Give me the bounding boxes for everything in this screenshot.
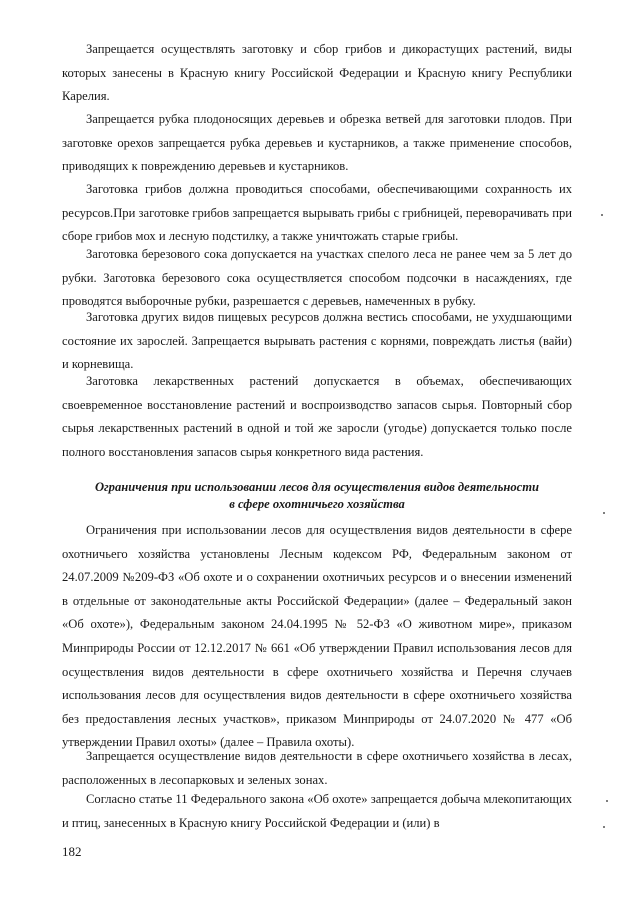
- section-heading-line-1: Ограничения при использовании лесов для осуществления видов деятельности: [94, 480, 540, 494]
- paragraph-medicinal-plants: Заготовка лекарственных растений допускается в объемах, обеспечивающих своевременное восстановление растений и воспроизводство запасов сырья. Повторный сбор сырья лекарственных растений в одной и той же заросли (угодье) допускается только после полного восстановления запасов сырья конкретного вида растения.: [62, 374, 572, 459]
- page-number: 182: [62, 844, 82, 859]
- paragraph-birch-sap: Заготовка березового сока допускается на участках спелого леса не ранее чем за 5 лет до рубки. Заготовка березового сока осуществляется способом подсочки в насаждениях, где проводятся выборочные рубки, разрешается с деревьев, намеченных в рубку.: [62, 247, 572, 309]
- section-heading-line-2: в сфере охотничьего хозяйства: [229, 497, 405, 511]
- paragraph-mushrooms: Заготовка грибов должна проводиться способами, обеспечивающими сохранность их ресурсов.При заготовке грибов запрещается вырывать грибы с грибницей, переворачивать при сборе грибов мох и лесную подстилку, а также уничтожать старые грибы.: [62, 182, 572, 244]
- scan-speck: [601, 214, 603, 216]
- scan-speck: [603, 512, 605, 514]
- paragraph-fruit-trees: Запрещается рубка плодоносящих деревьев и обрезка ветвей для заготовки плодов. При заготовке орехов запрещается рубка деревьев и кустарников, а также применение способов, приводящих к повреждению деревьев и кустарников.: [62, 112, 572, 174]
- scan-speck: [603, 826, 605, 828]
- paragraph-food-resources: Заготовка других видов пищевых ресурсов должна вестись способами, не ухудшающими состояние их зарослей. Запрещается вырывать растения с корнями, повреждать листья (вайи) и корневища.: [62, 310, 572, 372]
- paragraph-article-11: Согласно статье 11 Федерального закона «Об охоте» запрещается добыча млекопитающих и птиц, занесенных в Красную книгу Российской Федерации и (или) в: [62, 792, 572, 830]
- paragraph-red-book-ban: Запрещается осуществлять заготовку и сбор грибов и дикорастущих растений, виды которых занесены в Красную книгу Российской Федерации и Красную книгу Республики Карелия.: [62, 42, 572, 104]
- section-heading-hunting: [62, 479, 572, 513]
- paragraph-forest-park-zones: Запрещается осуществление видов деятельности в сфере охотничьего хозяйства в лесах, расположенных в лесопарковых и зеленых зонах.: [62, 749, 572, 787]
- scan-speck: [606, 800, 608, 802]
- paragraph-hunting-restrictions: Ограничения при использовании лесов для осуществления видов деятельности в сфере охотничьего хозяйства установлены Лесным кодексом РФ, Федеральным законом от 24.07.2009 №209-ФЗ «Об охоте и о сохранении охотничьих ресурсов и о внесении изменений в отдельные от законодательные акты Российской Федерации» (далее – Федеральный закон «Об охоте»), Федеральным законом 24.04.1995 № 52-ФЗ «О животном мире», приказом Минприроды России от 12.12.2017 № 661 «Об утверждении Правил использования лесов для осуществления видов деятельности в сфере охотничьего хозяйства и Перечня случаев использования лесов для осуществления видов деятельности в сфере охотничьего хозяйства без предоставления лесных участков», приказом Минприроды от 24.07.2020 № 477 «Об утверждении Правил охоты» (далее – Правила охоты).: [62, 523, 572, 750]
